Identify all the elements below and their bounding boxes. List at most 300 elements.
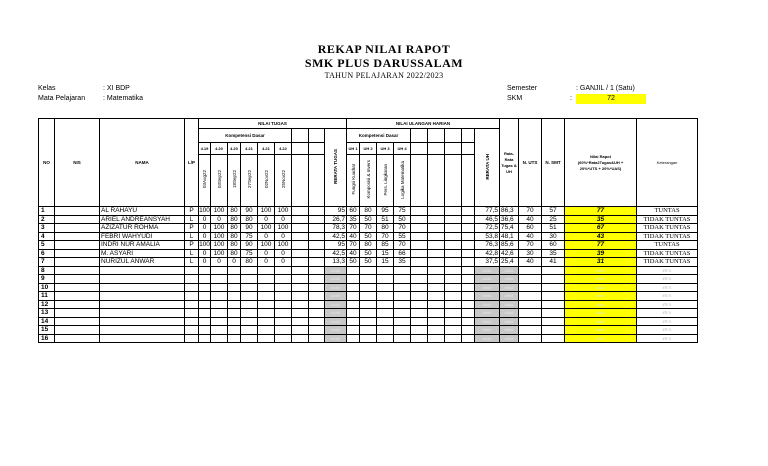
rata-rata: 85,6 <box>500 241 519 250</box>
student-row <box>39 207 698 216</box>
student-name <box>100 283 185 292</box>
student-name: AZIZATUR ROHMA <box>100 224 185 233</box>
uh-score <box>347 326 360 335</box>
row-number: 4 <box>39 232 55 241</box>
semester-label: Semester <box>507 85 537 92</box>
uh-score <box>428 292 445 301</box>
tugas-score <box>292 326 309 335</box>
tugas-score: 0 <box>199 258 211 267</box>
row-number: 10 <box>39 283 55 292</box>
uh-score <box>347 292 360 301</box>
nilai-uh-header: NILAI ULANGAN HARIAN <box>347 119 500 129</box>
uh-score: 70 <box>347 224 360 233</box>
uh-score <box>360 266 377 275</box>
blank-cell <box>309 258 325 267</box>
gender-cell <box>185 266 199 275</box>
rerata-uh: 42,8 <box>475 249 500 258</box>
nis-cell <box>55 300 100 309</box>
tugas-score <box>258 266 275 275</box>
rerata-tugas: 42,5 <box>325 249 347 258</box>
nis-cell <box>55 232 100 241</box>
smt-score <box>542 317 565 326</box>
rerata-uh: 53,8 <box>475 232 500 241</box>
tugas-score <box>275 317 292 326</box>
uh-score <box>394 266 411 275</box>
gender-cell: L <box>185 232 199 241</box>
uh-score <box>394 317 411 326</box>
kd-code: 4.20 <box>228 143 241 155</box>
tugas-score: 100 <box>258 224 275 233</box>
smt-score <box>542 283 565 292</box>
row-number: 5 <box>39 241 55 250</box>
blank-cell <box>411 232 428 241</box>
uts-score <box>519 292 542 301</box>
tugas-score <box>199 317 211 326</box>
rerata-uh: #### <box>475 300 500 309</box>
student-name <box>100 317 185 326</box>
tugas-score <box>292 300 309 309</box>
student-name <box>100 300 185 309</box>
uh-score: 40 <box>347 249 360 258</box>
keterangan: #N/A <box>637 317 698 326</box>
rerata-uh: 77,5 <box>475 207 500 216</box>
tugas-score <box>309 275 325 284</box>
keterangan: TIDAK TUNTAS <box>637 258 698 267</box>
uh-score: 50 <box>347 258 360 267</box>
tugas-score <box>211 292 228 301</box>
tugas-score <box>211 300 228 309</box>
empty-row <box>39 275 698 284</box>
uh-score <box>394 326 411 335</box>
uh-score: 51 <box>377 215 394 224</box>
tugas-score <box>292 283 309 292</box>
tugas-score <box>309 317 325 326</box>
nilai-rapot: 39 <box>565 249 637 258</box>
student-row <box>39 224 698 233</box>
uh-score <box>377 309 394 318</box>
uts-score: 30 <box>519 249 542 258</box>
blank-cell <box>309 207 325 216</box>
uh-score: 60 <box>347 207 360 216</box>
tugas-score: 0 <box>258 258 275 267</box>
rata-rata: #### <box>500 334 519 343</box>
student-row <box>39 249 698 258</box>
blank-cell <box>309 215 325 224</box>
col-no-header: NO <box>39 119 55 207</box>
rata-rata: 75,4 <box>500 224 519 233</box>
tugas-score <box>211 309 228 318</box>
tugas-date-text: 03Aug22 <box>202 170 207 189</box>
gender-cell <box>185 275 199 284</box>
row-number: 16 <box>39 334 55 343</box>
uh-score <box>411 334 428 343</box>
blank-cell <box>462 207 475 216</box>
nis-cell <box>55 334 100 343</box>
tugas-score <box>199 334 211 343</box>
tugas-score <box>258 334 275 343</box>
uh-score <box>394 309 411 318</box>
student-name <box>100 309 185 318</box>
uh-topic-text: Komposisi & Invers <box>365 160 371 199</box>
tugas-score <box>258 292 275 301</box>
tugas-score: 90 <box>241 241 258 250</box>
uh-score: 80 <box>360 207 377 216</box>
tugas-score: 0 <box>258 215 275 224</box>
student-name <box>100 266 185 275</box>
tugas-score <box>241 309 258 318</box>
rata-rata: 36,6 <box>500 215 519 224</box>
uh-score <box>462 266 475 275</box>
rata-rata: #### <box>500 283 519 292</box>
n-smt-header: N. SMT <box>542 119 565 207</box>
tugas-score: 100 <box>211 207 228 216</box>
tugas-date <box>241 155 258 207</box>
rerata-tugas: #### <box>325 300 347 309</box>
blank-cell <box>462 232 475 241</box>
nilai-rapot: 43 <box>565 232 637 241</box>
tugas-score: 100 <box>258 207 275 216</box>
rerata-tugas: #### <box>325 283 347 292</box>
rerata-uh: #### <box>475 275 500 284</box>
tugas-score <box>228 283 241 292</box>
uh-score <box>462 292 475 301</box>
tugas-score <box>258 326 275 335</box>
tugas-score <box>241 300 258 309</box>
gender-cell <box>185 292 199 301</box>
empty-row <box>39 300 698 309</box>
smt-score <box>542 275 565 284</box>
tugas-score: 0 <box>275 249 292 258</box>
nis-cell <box>55 292 100 301</box>
blank-cell <box>292 224 309 233</box>
row-number: 13 <box>39 309 55 318</box>
kd-uh-header: Kompetensi Dasar <box>347 129 411 143</box>
row-number: 6 <box>39 249 55 258</box>
uh-score <box>394 334 411 343</box>
tugas-score <box>292 334 309 343</box>
uh-score: 55 <box>394 232 411 241</box>
student-name: M. ASYARI <box>100 249 185 258</box>
tugas-score <box>292 317 309 326</box>
tugas-score <box>241 326 258 335</box>
skm-label: SKM <box>507 95 523 102</box>
uh-score <box>377 292 394 301</box>
keterangan: TIDAK TUNTAS <box>637 215 698 224</box>
blank-cell <box>309 155 325 207</box>
uh-score <box>377 334 394 343</box>
tugas-score <box>211 275 228 284</box>
empty-row <box>39 292 698 301</box>
blank-cell <box>462 224 475 233</box>
rerata-uh: #### <box>475 326 500 335</box>
uh-score <box>462 334 475 343</box>
uh-score <box>445 300 462 309</box>
tugas-score: 80 <box>228 215 241 224</box>
blank-cell <box>411 224 428 233</box>
uts-score <box>519 283 542 292</box>
tugas-score <box>211 283 228 292</box>
gender-cell: L <box>185 258 199 267</box>
tugas-score: 100 <box>211 224 228 233</box>
rata-rata: #### <box>500 317 519 326</box>
tugas-score: 0 <box>228 258 241 267</box>
uh-score <box>428 300 445 309</box>
tugas-score <box>275 326 292 335</box>
uh-score <box>347 317 360 326</box>
tugas-score: 100 <box>275 224 292 233</box>
kelas-value: : XI BDP <box>103 85 130 92</box>
tugas-score <box>228 309 241 318</box>
tugas-score <box>241 292 258 301</box>
uh-score: 85 <box>377 241 394 250</box>
tugas-score <box>241 266 258 275</box>
tugas-score <box>199 275 211 284</box>
blank-cell <box>445 215 462 224</box>
blank-cell <box>428 207 445 216</box>
row-number: 1 <box>39 207 55 216</box>
tugas-score <box>275 300 292 309</box>
tugas-score: 100 <box>211 241 228 250</box>
rata-rata: #### <box>500 292 519 301</box>
tugas-score <box>199 300 211 309</box>
smt-score: 41 <box>542 258 565 267</box>
gender-cell <box>185 300 199 309</box>
school-name: SMK PLUS DARUSSALAM <box>304 56 464 70</box>
smt-score: 57 <box>542 207 565 216</box>
student-name <box>100 334 185 343</box>
blank-cell <box>411 241 428 250</box>
uh-score <box>428 317 445 326</box>
blank-cell <box>428 215 445 224</box>
uh-score <box>347 300 360 309</box>
nis-cell <box>55 224 100 233</box>
keterangan: TIDAK TUNTAS <box>637 224 698 233</box>
nis-cell <box>55 249 100 258</box>
uh-score: 50 <box>360 258 377 267</box>
uts-score <box>519 309 542 318</box>
tugas-score <box>241 317 258 326</box>
kd-code: 4.21 <box>241 143 258 155</box>
blank-cell <box>292 215 309 224</box>
tugas-score: 0 <box>199 224 211 233</box>
col-nama-header: NAMA <box>100 119 185 207</box>
uh-score <box>377 275 394 284</box>
rerata-uh-header: RERATA UH <box>475 129 500 207</box>
tugas-score <box>199 283 211 292</box>
skm-separator: : <box>570 95 572 102</box>
gender-cell <box>185 317 199 326</box>
tugas-score <box>258 317 275 326</box>
col-nis-header: NIS <box>55 119 100 207</box>
smt-score <box>542 326 565 335</box>
tugas-score <box>241 334 258 343</box>
keterangan: #N/A <box>637 326 698 335</box>
uh-score: 70 <box>377 232 394 241</box>
tugas-score <box>241 275 258 284</box>
rata-rata: #### <box>500 266 519 275</box>
smt-score: 25 <box>542 215 565 224</box>
blank-cell <box>462 155 475 207</box>
tugas-score <box>228 275 241 284</box>
rerata-tugas: 95 <box>325 207 347 216</box>
smt-score <box>542 334 565 343</box>
uh-score <box>411 309 428 318</box>
kd-tugas-header: Kompetensi Dasar <box>199 129 292 143</box>
tugas-score <box>292 292 309 301</box>
blank-cell <box>309 224 325 233</box>
uts-score: 40 <box>519 232 542 241</box>
student-name: AL RAHAYU <box>100 207 185 216</box>
uh-topic <box>347 155 360 207</box>
nis-cell <box>55 275 100 284</box>
smt-score: 35 <box>542 249 565 258</box>
kd-code: 4.22 <box>275 143 292 155</box>
uh-score <box>347 266 360 275</box>
rata-rata: #### <box>500 309 519 318</box>
keterangan: TIDAK TUNTAS <box>637 232 698 241</box>
rerata-uh: 76,3 <box>475 241 500 250</box>
uh-score <box>411 275 428 284</box>
tugas-score: 0 <box>258 249 275 258</box>
uts-score: 70 <box>519 241 542 250</box>
rerata-tugas: #### <box>325 309 347 318</box>
n-uts-header: N. UTS <box>519 119 542 207</box>
uh-score <box>462 275 475 284</box>
uh-score: 70 <box>394 241 411 250</box>
uh-score <box>445 334 462 343</box>
gender-cell <box>185 283 199 292</box>
tugas-score: 80 <box>228 207 241 216</box>
uh-score <box>360 326 377 335</box>
col-lp-header: L/P <box>185 119 199 207</box>
tugas-score <box>258 283 275 292</box>
uh-score: 80 <box>377 224 394 233</box>
nilai-rapot: #### <box>565 309 637 318</box>
blank-cell <box>411 207 428 216</box>
tugas-score: 100 <box>199 207 210 215</box>
gender-cell <box>185 326 199 335</box>
blank-cell <box>309 249 325 258</box>
blank-cell <box>445 143 462 155</box>
rata-rata: #### <box>500 300 519 309</box>
rerata-uh: 46,5 <box>475 215 500 224</box>
kd-code: 4.19 <box>199 143 211 155</box>
uh-score <box>462 326 475 335</box>
tugas-score <box>228 300 241 309</box>
uh-topic-text: Fungsi Kuadrat <box>350 164 356 195</box>
academic-year: TAHUN PELAJARAN 2022/2023 <box>324 71 444 80</box>
nilai-rapot: #### <box>565 334 637 343</box>
tugas-score <box>275 266 292 275</box>
student-row <box>39 258 698 267</box>
blank-cell <box>292 207 309 216</box>
uh-score <box>445 292 462 301</box>
nis-cell <box>55 241 100 250</box>
nis-cell <box>55 309 100 318</box>
row-number: 14 <box>39 317 55 326</box>
smt-score: 51 <box>542 224 565 233</box>
tugas-score: 80 <box>228 224 241 233</box>
nilai-rapot: #### <box>565 300 637 309</box>
tugas-date <box>199 155 211 207</box>
uts-score <box>519 326 542 335</box>
tugas-score: 0 <box>275 258 292 267</box>
tugas-score <box>275 334 292 343</box>
tugas-score: 90 <box>241 207 258 216</box>
kd-code: 4.21 <box>258 143 275 155</box>
tugas-score: 0 <box>211 215 228 224</box>
rerata-tugas: 78,3 <box>325 224 347 233</box>
blank-cell <box>462 249 475 258</box>
uh-score <box>360 292 377 301</box>
tugas-score: 100 <box>275 241 292 250</box>
gender-cell: P <box>185 207 199 216</box>
student-name: ARIEL ANDREANSYAH <box>100 215 185 224</box>
rerata-tugas: 26,7 <box>325 215 347 224</box>
uh-topic <box>377 155 394 207</box>
row-number: 9 <box>39 275 55 284</box>
uh-score <box>428 266 445 275</box>
tugas-score: 100 <box>275 207 292 216</box>
tugas-score: 75 <box>241 232 258 241</box>
uh-score: 15 <box>377 258 394 267</box>
nilai-rapot: 77 <box>565 207 637 216</box>
uh-topic <box>394 155 411 207</box>
nilai-rapot: 31 <box>565 258 637 267</box>
uts-score: 60 <box>519 224 542 233</box>
tugas-score: 80 <box>228 241 241 250</box>
keterangan: #N/A <box>637 309 698 318</box>
row-number: 15 <box>39 326 55 335</box>
report-title: REKAP NILAI RAPOT <box>317 42 451 56</box>
keterangan: TUNTAS <box>637 241 698 250</box>
uh-score <box>347 309 360 318</box>
row-number: 3 <box>39 224 55 233</box>
blank-cell <box>462 241 475 250</box>
uh-score: 70 <box>360 224 377 233</box>
tugas-score <box>211 317 228 326</box>
uh-topic-text: Pers. Lingkaran <box>382 163 388 196</box>
uh-score <box>411 292 428 301</box>
nis-cell <box>55 317 100 326</box>
tugas-score: 0 <box>275 232 292 241</box>
blank-cell <box>411 258 428 267</box>
uts-score <box>519 317 542 326</box>
student-name: FEBRI WAHYUDI <box>100 232 185 241</box>
uh-score <box>462 309 475 318</box>
uh-code: UH 3 <box>377 143 394 155</box>
tugas-date-text: 27Sep22 <box>246 170 252 189</box>
rata-rata-header: Rata-Rata Tugas & UH <box>500 119 519 207</box>
tugas-score <box>258 309 275 318</box>
nis-cell <box>55 326 100 335</box>
tugas-score <box>211 334 228 343</box>
blank-cell <box>411 155 428 207</box>
nis-cell <box>55 215 100 224</box>
tugas-score <box>199 326 211 335</box>
blank-cell <box>428 155 445 207</box>
uh-score: 35 <box>394 258 411 267</box>
nilai-rapot: 35 <box>565 215 637 224</box>
rerata-tugas: #### <box>325 275 347 284</box>
keterangan: #N/A <box>637 283 698 292</box>
uh-score: 35 <box>347 215 360 224</box>
blank-cell <box>445 232 462 241</box>
tugas-score: 0 <box>199 249 211 258</box>
tugas-score: 80 <box>241 215 258 224</box>
rerata-tugas: #### <box>325 334 347 343</box>
blank-cell <box>445 258 462 267</box>
